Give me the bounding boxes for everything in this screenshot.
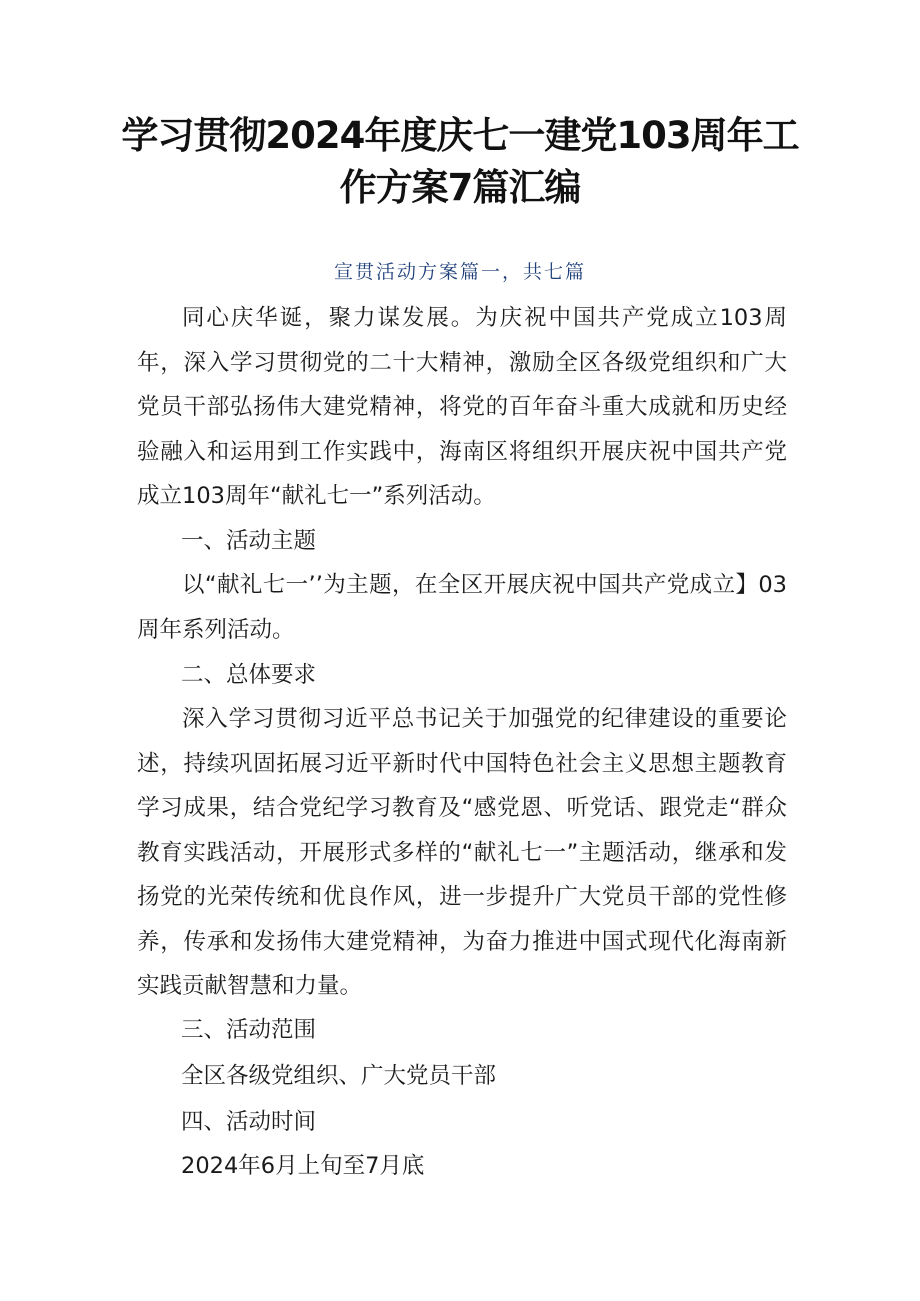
document-title bbox=[120, 110, 800, 214]
section-heading-theme: 一、活动主题 bbox=[181, 528, 317, 554]
document-title-line-1: 学习贯彻2024年度庆七一建党103周年工 bbox=[121, 114, 799, 157]
section-heading-requirements: 二、总体要求 bbox=[181, 662, 317, 688]
document-subtitle: 宣贯活动方案篇一，共七篇 bbox=[333, 261, 586, 283]
section-body-scope: 全区各级党组织、广大党员干部 bbox=[181, 1063, 497, 1089]
section-body-requirements: 深入学习贯彻习近平总书记关于加强党的纪律建设的重要论述，持续巩固拓展习近平新时代中国特色社会主义思想主题教育学习成果，结合党纪学习教育及“感党恩、听党话、跟党走“群众教育实践活动，开展形式多样的“献礼七一”主题活动，继承和发扬党的光荣传统和优良作风，进一步提升广大党员干部的党性修养，传承和发扬伟大建党精神，为奋力推进中国式现代化海南新实践贡献智慧和力量。 bbox=[137, 706, 787, 999]
section-heading-scope: 三、活动范围 bbox=[181, 1017, 317, 1043]
section-heading-time: 四、活动时间 bbox=[181, 1109, 317, 1135]
intro-paragraph: 同心庆华诞，聚力谋发展。为庆祝中国共产党成立103周年，深入学习贯彻党的二十大精神，激励全区各级党组织和广大党员干部弘扬伟大建党精神，将党的百年奋斗重大成就和历史经验融入和运用到工作实践中，海南区将组织开展庆祝中国共产党成立103周年“献礼七一”系列活动。 bbox=[137, 305, 787, 509]
section-body-time: 2024年6月上旬至7月底 bbox=[181, 1153, 425, 1179]
document-title-line-2: 作方案7篇汇编 bbox=[339, 166, 581, 209]
section-body-theme: 以“献礼七一’’为主题，在全区开展庆祝中国共产党成立】03周年系列活动。 bbox=[137, 572, 787, 643]
